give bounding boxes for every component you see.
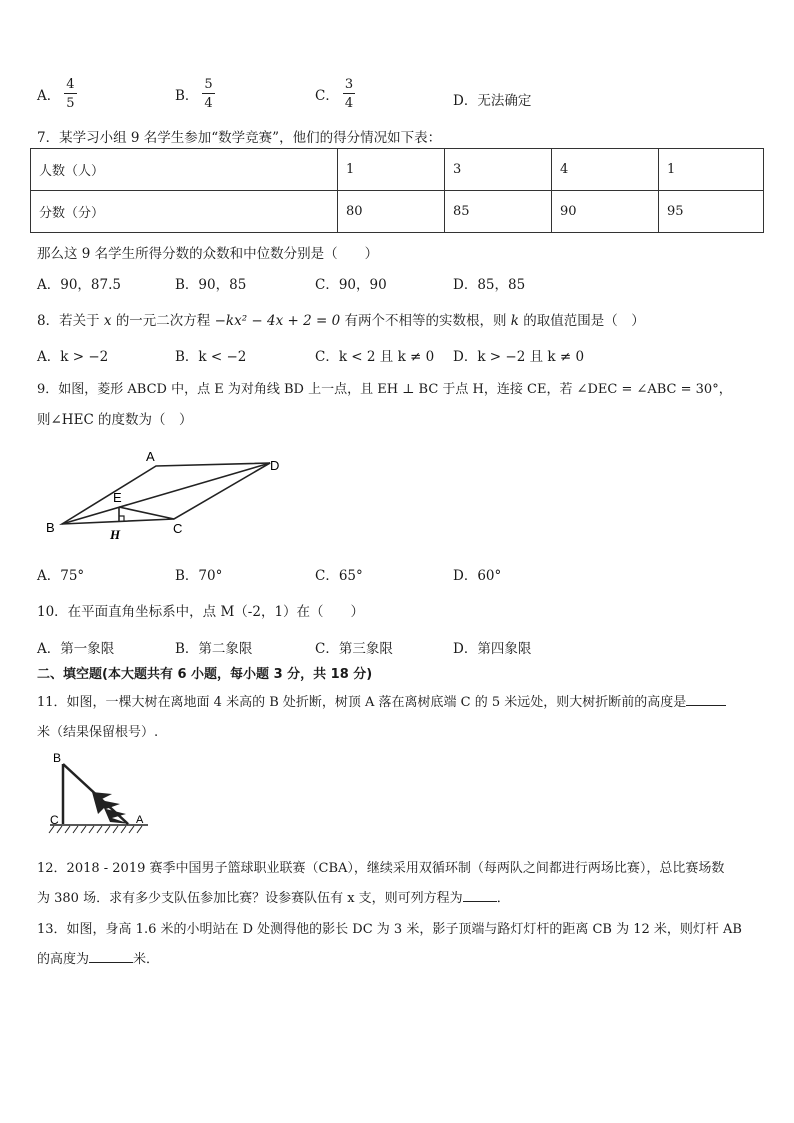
q6-option-a: A． $\frac{4}{5}$ bbox=[37, 77, 75, 111]
segment-ce bbox=[119, 507, 174, 519]
q13-line1: 13．如图，身高 1.6 米的小明站在 D 处测得他的影长 DC 为 3 米，影子顶端与路灯灯杆的距离 CB 为 12 米，则灯杆 AB bbox=[37, 922, 742, 937]
table-cell: 85 bbox=[445, 191, 552, 233]
answer-blank bbox=[463, 887, 497, 902]
table-cell: 95 bbox=[659, 191, 764, 233]
label-c: C bbox=[50, 813, 59, 827]
table-cell: 4 bbox=[552, 149, 659, 191]
rhombus-figure bbox=[40, 445, 290, 545]
q9-line2: 则∠HEC 的度数为（ ） bbox=[37, 412, 193, 428]
q9-option-d: D．60° bbox=[453, 568, 502, 584]
fraction-5-4: $\frac{5}{4}$ bbox=[204, 77, 213, 111]
label-a: A bbox=[136, 814, 144, 826]
table-cell: 90 bbox=[552, 191, 659, 233]
table-cell: 80 bbox=[338, 191, 445, 233]
table-cell: 分数（分） bbox=[31, 191, 338, 233]
q7-option-d: D．85，85 bbox=[453, 277, 526, 293]
q10-option-a: A．第一象限 bbox=[37, 641, 115, 657]
answer-blank bbox=[89, 948, 133, 963]
fraction-4-5: $\frac{4}{5}$ bbox=[66, 77, 75, 111]
q11-line1: 11．如图，一棵大树在离地面 4 米高的 B 处折断，树顶 A 落在离树底端 C 的 5 米远处，则大树折断前的高度是 bbox=[37, 691, 726, 710]
q7-stem: 7．某学习小组 9 名学生参加“数学竞赛”，他们的得分情况如下表： bbox=[37, 130, 442, 146]
table-row-count bbox=[31, 149, 764, 191]
section-title: 二、填空题(本大题共有 6 小题，每小题 3 分，共 18 分) bbox=[37, 667, 373, 682]
q9-line1: 9．如图，菱形 ABCD 中，点 E 为对角线 BD 上一点，且 EH ⊥ BC 于点 H，连接 CE，若 ∠DEC = ∠ABC = 30°， bbox=[37, 382, 732, 397]
label-b: B bbox=[53, 751, 62, 765]
q13-line2: 的高度为 米． bbox=[37, 948, 159, 967]
q8-option-a: A．k > −2 bbox=[37, 349, 109, 365]
q6-option-c: C． $\frac{3}{4}$ bbox=[315, 77, 354, 111]
label-c: C bbox=[173, 521, 183, 536]
label-e: E bbox=[113, 490, 122, 505]
q12-line2: 为 380 场．求有多少支队伍参加比赛？设参赛队伍有 x 支，则可列方程为 ． bbox=[37, 887, 510, 906]
q9-option-a: A．75° bbox=[37, 568, 85, 584]
q8-stem: 8．若关于 x 的一元二次方程 −kx² − 4x + 2 = 0 有两个不相等的实数根，则 k 的取值范围是（ ） bbox=[37, 313, 645, 329]
q8-option-b: B．k < −2 bbox=[175, 349, 247, 365]
q7-option-a: A．90，87.5 bbox=[37, 277, 121, 293]
q9-option-c: C．65° bbox=[315, 568, 363, 584]
q6-option-b: B． $\frac{5}{4}$ bbox=[175, 77, 213, 111]
label-h: H bbox=[110, 527, 121, 542]
table-cell: 1 bbox=[659, 149, 764, 191]
q12-line1: 12．2018 - 2019 赛季中国男子篮球职业联赛（CBA），继续采用双循环制（每两队之间都进行两场比赛），总比赛场数 bbox=[37, 861, 725, 876]
table-row-score bbox=[31, 191, 764, 233]
q7-option-b: B．90，85 bbox=[175, 277, 247, 293]
q7-option-c: C．90，90 bbox=[315, 277, 387, 293]
q8-option-d: D．k > −2 且 k ≠ 0 bbox=[453, 349, 585, 365]
q10-option-b: B．第二象限 bbox=[175, 641, 253, 657]
table-cell: 人数（人） bbox=[31, 149, 338, 191]
table-cell: 3 bbox=[445, 149, 552, 191]
q8-equation: −kx² − 4x + 2 = 0 bbox=[214, 313, 341, 329]
fraction-3-4: $\frac{3}{4}$ bbox=[344, 77, 354, 111]
diagonal-bd bbox=[62, 463, 270, 524]
q6-option-d: D．无法确定 bbox=[453, 93, 532, 109]
tree-figure bbox=[40, 748, 170, 838]
label-d: D bbox=[270, 458, 280, 473]
ground-hatch bbox=[49, 826, 142, 833]
answer-blank bbox=[686, 691, 726, 706]
label-b: B bbox=[46, 520, 55, 535]
table-cell: 1 bbox=[338, 149, 445, 191]
q9-option-b: B．70° bbox=[175, 568, 223, 584]
label-a: A bbox=[146, 449, 155, 464]
q8-option-c: C．k < 2 且 k ≠ 0 bbox=[315, 349, 435, 365]
score-table bbox=[30, 148, 764, 233]
q10-stem: 10．在平面直角坐标系中，点 M（-2，1）在（ ） bbox=[37, 604, 365, 620]
q10-option-d: D．第四象限 bbox=[453, 641, 532, 657]
q10-option-c: C．第三象限 bbox=[315, 641, 393, 657]
q11-line2: 米（结果保留根号）. bbox=[37, 725, 159, 740]
q7-question: 那么这 9 名学生所得分数的众数和中位数分别是（ ） bbox=[37, 246, 379, 262]
